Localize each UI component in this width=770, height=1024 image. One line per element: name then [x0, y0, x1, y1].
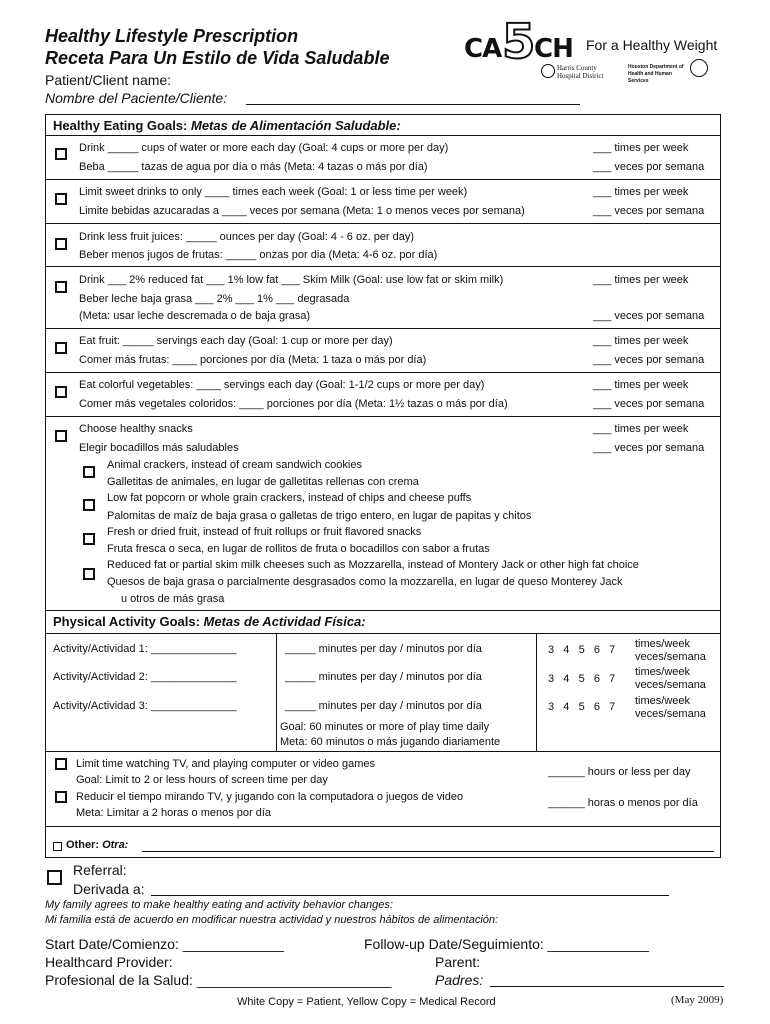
- snack-option-checkbox-3[interactable]: [83, 533, 95, 545]
- vegetables-es: Comer más vegetales coloridos: ____ porciones por día (Meta: 1½ tazas o más por día): [79, 398, 508, 410]
- vegetables-times-en: ___ times per week: [593, 379, 689, 391]
- logo-five: 5: [502, 14, 535, 70]
- milk-checkbox[interactable]: [55, 281, 67, 293]
- water-checkbox[interactable]: [55, 148, 67, 160]
- followup-date-label: Follow-up Date/Seguimiento: _____________: [364, 936, 649, 952]
- parent-label-en: Parent:: [435, 954, 481, 970]
- snack-option-es-4b: u otros de más grasa: [121, 593, 225, 605]
- agreement-en: My family agrees to make healthy eating and activity behavior changes:: [45, 899, 393, 911]
- activity-title-es: Metas de Actividad Física:: [203, 614, 366, 629]
- activity-column-divider: [536, 633, 537, 751]
- divider: [45, 826, 721, 827]
- org-houston-health: Houston Department of Health and Human Services: [628, 64, 684, 84]
- snack-option-checkbox-2[interactable]: [83, 499, 95, 511]
- title-spanish: Receta Para Un Estilo de Vida Saludable: [45, 48, 390, 68]
- snacks-times-es: ___ veces por semana: [593, 442, 705, 454]
- milk-times-es: ___ veces por semana: [593, 310, 705, 322]
- screen-time-goal-en: Goal: Limit to 2 or less hours of screen time per day: [76, 774, 328, 786]
- screen-hours-en: ______ hours or less per day: [548, 766, 691, 778]
- fruit-en: Eat fruit: _____ servings each day (Goal: 1 cup or more per day): [79, 335, 393, 347]
- milk-en: Drink ___ 2% reduced fat ___ 1% low fat ___ Skim Milk (Goal: use low fat or skim milk): [79, 274, 504, 286]
- activity-2-unit-es: veces/semana: [635, 679, 706, 691]
- copy-distribution-note: White Copy = Patient, Yellow Copy = Medical Record: [237, 996, 496, 1008]
- water-goal-en: Drink _____ cups of water or more each day (Goal: 4 cups or more per day): [79, 142, 449, 154]
- screen-time-goal-es: Meta: Limitar a 2 horas o menos por día: [76, 807, 272, 819]
- eating-title-en: Healthy Eating Goals:: [53, 118, 188, 133]
- snacks-en: Choose healthy snacks: [79, 423, 193, 435]
- eating-title-es: Metas de Alimentación Saludable:: [191, 118, 401, 133]
- divider: [45, 135, 721, 136]
- title-english: Healthy Lifestyle Prescription: [45, 26, 299, 46]
- catch-logo: [464, 14, 584, 70]
- vegetables-times-es: ___ veces por semana: [593, 398, 705, 410]
- activity-1-unit-es: veces/semana: [635, 651, 706, 663]
- divider: [45, 179, 721, 180]
- fruit-juice-es: Beber menos jugos de frutas: _____ onzas por dia (Meta: 4-6 oz. por día): [79, 249, 438, 261]
- divider: [45, 416, 721, 417]
- snacks-checkbox[interactable]: [55, 430, 67, 442]
- milk-times-en: ___ times per week: [593, 274, 689, 286]
- snack-option-en-2: Low fat popcorn or whole grain crackers, instead of chips and cheese puffs: [107, 492, 472, 504]
- snack-option-checkbox-4[interactable]: [83, 568, 95, 580]
- snack-option-es-3: Fruta fresca o seca, en lugar de rollitos de fruta o bocadillos con sabor a frutas: [107, 543, 490, 555]
- fruit-times-es: ___ veces por semana: [593, 354, 705, 366]
- org-harris-county: Harris County Hospital District: [557, 64, 604, 80]
- screen-time-checkbox-es[interactable]: [55, 791, 67, 803]
- sweet-drinks-times-en: ___ times per week: [593, 186, 689, 198]
- water-times-en: ___ times per week: [593, 142, 689, 154]
- sweet-drinks-checkbox[interactable]: [55, 193, 67, 205]
- activity-1-frequency[interactable]: 3 4 5 6 7: [548, 644, 616, 656]
- activity-goal-en: Goal: 60 minutes or more of play time daily: [280, 721, 490, 733]
- activity-2-minutes: _____ minutes per day / minutos por día: [285, 671, 482, 683]
- logo-text-right: CH: [534, 34, 573, 64]
- activity-3-minutes: _____ minutes per day / minutos por día: [285, 700, 482, 712]
- activity-3-unit-es: veces/semana: [635, 708, 706, 720]
- activity-3-unit-en: times/week: [635, 695, 691, 707]
- provider-label-es: Profesional de la Salud: _________________________: [45, 972, 392, 988]
- snack-option-es-1: Galletitas de animales, en lugar de galletitas rellenas con crema: [107, 476, 419, 488]
- patient-name-field[interactable]: [246, 104, 580, 105]
- divider: [45, 328, 721, 329]
- parent-signature-field[interactable]: [490, 986, 724, 987]
- screen-time-checkbox-en[interactable]: [55, 758, 67, 770]
- eating-section-title: [53, 118, 401, 134]
- milk-es: Beber leche baja grasa ___ 2% ___ 1% ___ degrasada: [79, 293, 350, 305]
- divider: [45, 751, 721, 752]
- snacks-times-en: ___ times per week: [593, 423, 689, 435]
- snack-option-checkbox-1[interactable]: [83, 466, 95, 478]
- divider: [45, 266, 721, 267]
- screen-hours-es: ______ horas o menos por día: [548, 797, 698, 809]
- fruit-es: Comer más frutas: ____ porciones por día (Meta: 1 taza o más por día): [79, 354, 427, 366]
- sweet-drinks-times-es: ___ veces por semana: [593, 205, 705, 217]
- agreement-es: Mi familia está de acuerdo en modificar nuestra actividad y nuestros hábitos de alimentación:: [45, 914, 499, 926]
- screen-time-en: Limit time watching TV, and playing computer or video games: [76, 758, 375, 770]
- snack-option-en-3: Fresh or dried fruit, instead of fruit rollups or fruit flavored snacks: [107, 526, 422, 538]
- patient-name-label-es: Nombre del Paciente/Cliente:: [45, 90, 228, 106]
- activity-1-unit-en: times/week: [635, 638, 691, 650]
- activity-3-frequency[interactable]: 3 4 5 6 7: [548, 701, 616, 713]
- harris-county-seal-icon: [541, 64, 555, 78]
- divider: [45, 223, 721, 224]
- milk-es-goal: (Meta: usar leche descremada o de baja grasa): [79, 310, 311, 322]
- form-revision-date: (May 2009): [671, 994, 724, 1006]
- activity-1-label: Activity/Actividad 1: ______________: [53, 643, 237, 655]
- parent-label-es: Padres:: [435, 972, 484, 988]
- fruit-checkbox[interactable]: [55, 342, 67, 354]
- sweet-drinks-es: Limite bebidas azucaradas a ____ veces por semana (Meta: 1 o menos veces por semana): [79, 205, 525, 217]
- other-label-en: Other:: [66, 839, 99, 851]
- screen-time-es: Reducir el tiempo mirando TV, y jugando con la computadora o juegos de video: [76, 791, 464, 803]
- other-checkbox[interactable]: [53, 842, 62, 851]
- provider-label-en: Healthcard Provider:: [45, 954, 173, 970]
- fruit-juice-en: Drink less fruit juices: _____ ounces per day (Goal: 4 - 6 oz. per day): [79, 231, 415, 243]
- activity-column-divider: [276, 633, 277, 751]
- activity-2-frequency[interactable]: 3 4 5 6 7: [548, 673, 616, 685]
- activity-goal-es: Meta: 60 minutos o más jugando diariamente: [280, 736, 501, 748]
- fruit-times-en: ___ times per week: [593, 335, 689, 347]
- houston-health-seal-icon: [690, 59, 708, 77]
- activity-2-label: Activity/Actividad 2: ______________: [53, 671, 237, 683]
- other-label: [66, 839, 128, 852]
- start-date-label: Start Date/Comienzo: _____________: [45, 936, 284, 952]
- patient-name-label-en: Patient/Client name:: [45, 72, 172, 88]
- activity-3-label: Activity/Actividad 3: ______________: [53, 700, 237, 712]
- logo-tagline: For a Healthy Weight: [586, 37, 718, 53]
- water-goal-es: Beba _____ tazas de agua por día o más (Meta: 4 tazas o más por día): [79, 161, 428, 173]
- snack-option-en-1: Animal crackers, instead of cream sandwich cookies: [107, 459, 362, 471]
- fruit-juice-checkbox[interactable]: [55, 238, 67, 250]
- snack-option-es-2: Palomitas de maíz de baja grasa o galletas de trigo entero, en lugar de papitas y chitos: [107, 510, 532, 522]
- divider: [45, 372, 721, 373]
- vegetables-checkbox[interactable]: [55, 386, 67, 398]
- snacks-es: Elegir bocadillos más saludables: [79, 442, 239, 454]
- activity-2-unit-en: times/week: [635, 666, 691, 678]
- activity-1-minutes: _____ minutes per day / minutos por día: [285, 643, 482, 655]
- snack-option-es-4: Quesos de baja grasa o parcialmente desgrasados como la mozzarella, en lugar de queso Monterey Jack: [107, 576, 623, 588]
- other-label-es: Otra:: [102, 839, 129, 851]
- divider: [45, 633, 721, 634]
- activity-section-title: [53, 614, 366, 630]
- activity-title-en: Physical Activity Goals:: [53, 614, 200, 629]
- referral-label-en: Referral:: [73, 862, 127, 878]
- sweet-drinks-en: Limit sweet drinks to only ____ times each week (Goal: 1 or less time per week): [79, 186, 468, 198]
- water-times-es: ___ veces por semana: [593, 161, 705, 173]
- other-field[interactable]: [142, 851, 714, 852]
- vegetables-en: Eat colorful vegetables: ____ servings each day (Goal: 1-1/2 cups or more per day): [79, 379, 485, 391]
- logo-text-left: CA: [464, 34, 502, 64]
- snack-option-en-4: Reduced fat or partial skim milk cheeses such as Mozzarella, instead of Montery Jack or other high fat choice: [107, 559, 639, 571]
- referral-checkbox[interactable]: [47, 870, 62, 885]
- referral-field[interactable]: [151, 895, 669, 896]
- divider: [45, 610, 721, 611]
- referral-label-es: Derivada a:: [73, 881, 145, 897]
